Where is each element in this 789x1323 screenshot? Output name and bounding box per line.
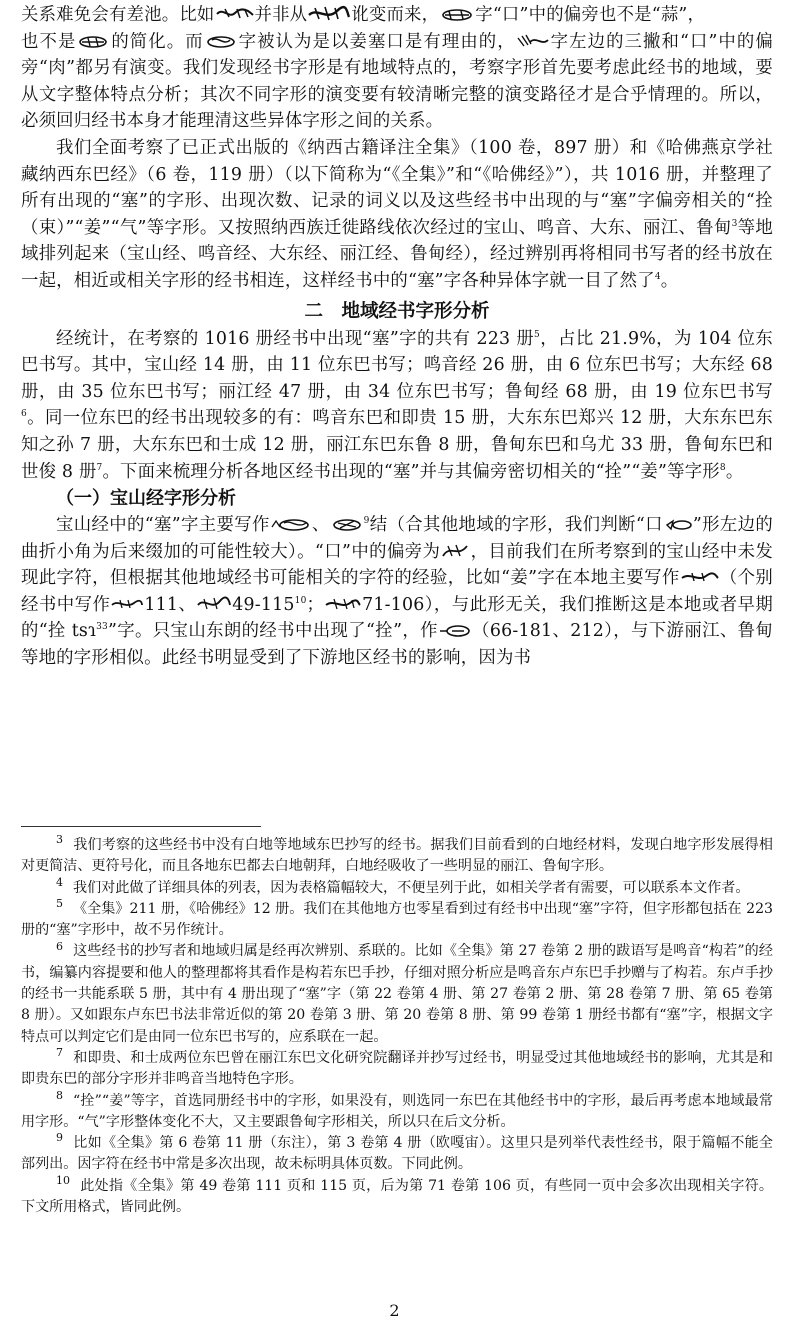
footnote xyxy=(21,941,773,1047)
dongba-glyph xyxy=(196,595,232,613)
text-run: 宝山经中的“塞”字主要写作 xyxy=(56,515,270,536)
text-run: 讹变而来， xyxy=(351,5,440,25)
paragraph-2 xyxy=(21,135,773,295)
footnote-text: 我们考察的这些经书中没有白地等地域东巴抄写的经书。据我们目前看到的白地经材料，发现白地字形发展得相对更简洁、更符号化，而且各地东巴都去白地朝拜，白地经吸收了一些明显的丽江、鲁甸字形。 xyxy=(21,837,773,875)
footnote-text: 此处指《全集》第 49 卷第 111 页和 115 页，后为第 71 卷第 106 页，有些同一页中会多次出现相关字符。下文所用格式，皆同此例。 xyxy=(21,1177,773,1216)
main-body xyxy=(21,2,773,672)
text-run: 我们全面考察了已正式出版的《纳西古籍译注全集》（100 卷，897 册）和《哈佛燕京学社藏纳西东巴经》（6 卷，119 册）（以下简称为“《全集》”和“《哈佛经》”），共 1016 册，并整理了所有出现的“塞”的字形、出现次数、记录的词义以及这些经书中出现的与“塞”字偏旁相关的“拴（束）”“姜”“气”等字形。又按照纳西族迁徙路线依次经过的宝山、鸣音、大东、丽江、鲁甸 xyxy=(21,137,773,238)
text-run: 111、 xyxy=(144,594,197,615)
dongba-glyph xyxy=(440,542,470,560)
footnote-text: “拴”“姜”等字，首选同册经书中的字形，如果没有，则选同一东巴在其他经书中的字形，最后再考虑本地域最常用字形。“气”字形整体变化不大，又主要跟鲁甸字形相关，所以只在后文分析。 xyxy=(21,1092,773,1130)
footnote-ref: 5 xyxy=(534,329,540,340)
text-run: 经统计，在考察的 1016 册经书中出现“塞”字的共有 223 册 xyxy=(56,328,535,349)
footnote-ref: 7 xyxy=(96,462,103,473)
footnote-text: 比如《全集》第 6 卷第 11 册（东注），第 3 卷第 4 册（欧嘎宙）。这里只是列举代表性经书，限于篇幅不能全部列出。因字符在经书中常是多次出现，故未标明具体页数。下同此例。 xyxy=(21,1135,773,1173)
text-run: 字左边的三撇和“口”中的偏旁“肉”都另有演变。我们发现经书字形是有地域特点的，考察字形首先要考虑此经书的地域，要从文字整体特点分析；其次不同字形的演变要有较清晰完整的演变路径才是合乎情理的。所以，必须回归经书本身才能理清这些异体字形之间的关系。 xyxy=(21,31,773,132)
text-run: 71-106），与此形无关，我们推断这是本地或者早期的“拴 tsɿ xyxy=(21,594,774,642)
dongba-glyph xyxy=(307,5,351,23)
text-run: 等地域排列起来（宝山经、鸣音经、大东经、丽江经、鲁甸经），经过辨别再将相同书写者的经书放在一起，相近或相关字形的经书相连，这样经书中的“塞”字各种异体字就一目了然了 xyxy=(21,217,773,291)
footnote-ref: 3 xyxy=(731,218,738,229)
dongba-glyph xyxy=(215,5,255,23)
footnote-ref: 10 xyxy=(294,596,307,607)
text-run: 也不是 xyxy=(21,31,77,52)
footnote-ref: 8 xyxy=(719,462,726,473)
footnote-ref: 9 xyxy=(363,516,370,527)
text-run: ”字。只宝山东朗的经书中出现了“拴”，作 xyxy=(107,621,438,642)
paragraph-1 xyxy=(21,2,773,135)
dongba-glyph xyxy=(680,568,720,586)
dongba-glyph xyxy=(270,515,312,533)
footnote-ref: 6 xyxy=(21,409,27,420)
footnotes xyxy=(21,835,773,1218)
dongba-glyph xyxy=(76,32,110,50)
section-heading: 二 地域经书字形分析 xyxy=(304,300,490,322)
dongba-glyph xyxy=(663,515,693,533)
footnote-number: 6 xyxy=(56,939,63,953)
tone-superscript: 33 xyxy=(96,622,108,633)
footnote-text: 这些经书的抄写者和地域归属是经再次辨别、系联的。比如《全集》第 27 卷第 2 册的跋语写是鸣音“构若”的经书，编纂内容提要和他人的整理都将其看作是构若东巴手抄，仔细对照分析应是鸣音东卢东巴手抄赠与了构若。东卢手抄的经书一共能系联 5 册，其中有 4 册出现了“塞”字（第 22 卷第 4 册、第 27 卷第 2 册、第 28 卷第 7 册、第 65 卷第 8 册）。又如跟东卢东巴书法非常近似的第 20 卷第 3 册、第 20 卷第 8 册、第 99 卷第 1 册经书都有“塞”字，根据文字特点可以判定它们是由同一位东巴书写的，应系联在一起。 xyxy=(21,943,773,1045)
text-run: ，占比 21.9%，为 104 位东巴书写。其中，宝山经 14 册，由 11 位东巴书写；鸣音经 26 册，由 6 位东巴书写；大东经 68 册，由 35 位东巴书写；丽江经 47 册，由 34 位东巴书写；鲁甸经 68 册，由 19 位东巴书写 xyxy=(21,328,773,402)
footnote xyxy=(21,1088,773,1134)
footnote xyxy=(21,875,773,899)
text-run: 。 xyxy=(660,270,679,291)
footnote xyxy=(21,1176,773,1219)
dongba-glyph xyxy=(204,32,238,50)
footnote-number: 5 xyxy=(56,897,63,911)
text-run: 结（合其他地域的字形，我们判断“口 xyxy=(369,515,663,536)
text-run: 。 xyxy=(725,461,744,482)
footnote xyxy=(21,899,773,942)
text-run: （个别经书中写作 xyxy=(21,568,773,615)
dongba-glyph xyxy=(110,595,144,613)
text-run: 、 xyxy=(311,515,330,536)
footnote-number: 8 xyxy=(56,1088,63,1102)
dongba-glyph xyxy=(439,5,475,23)
paragraph-3 xyxy=(21,326,773,486)
text-run: 49-115 xyxy=(232,594,295,615)
text-run: 。下面来梳理分析各地区经书出现的“塞”并与其偏旁密切相关的“拴”“姜”等字形 xyxy=(102,461,720,482)
dongba-glyph xyxy=(438,621,472,639)
dongba-glyph xyxy=(330,515,364,533)
footnote-number: 10 xyxy=(56,1174,70,1188)
text-run: 字“口”中的偏旁也不是“蒜”， xyxy=(475,5,706,25)
footnote-number: 7 xyxy=(56,1046,63,1060)
footnote-text: 和即贵、和士成两位东巴曾在丽江东巴文化研究院翻译并抄写过经书，明显受过其他地域经书的影响，尤其是和即贵东巴的部分字形并非鸣音当地特色字形。 xyxy=(21,1049,773,1088)
dongba-glyph xyxy=(516,32,550,50)
footnote-number: 4 xyxy=(56,875,63,889)
text-run: （66-181、212），与下游丽江、鲁甸等地的字形相似。此经书明显受到了下游地区经书的影响，因为书 xyxy=(21,621,773,669)
footnote-number: 3 xyxy=(56,833,63,847)
footnote xyxy=(21,1048,773,1091)
paragraph-4 xyxy=(21,512,773,672)
footnote xyxy=(21,1133,773,1176)
footnote-separator xyxy=(21,826,261,827)
footnote-text: 《全集》211 册，《哈佛经》12 册。我们在其他地方也零星看到过有经书中出现“塞”字符，但字形都包括在 223 册的“塞”字形中，故不另作统计。 xyxy=(21,900,773,939)
footnote xyxy=(21,835,773,878)
text-run: ，目前我们在所考察到的宝山经中未发现此字符，但根据其他地域经书可能相关的字符的经验，比如“姜”字在本地主要写作 xyxy=(21,541,773,589)
page-number: 2 xyxy=(389,1301,400,1320)
footnote-text: 我们对此做了详细具体的列表，因为表格篇幅较大，不便呈列于此，如相关学者有需要，可以联系本文作者。 xyxy=(73,879,750,896)
text-run: 关系难免会有差池。比如 xyxy=(21,5,215,25)
text-run: ； xyxy=(306,594,325,615)
text-run: 并非从 xyxy=(254,5,308,25)
text-run: 的简化。而 xyxy=(110,31,204,52)
text-run: 字被认为是以姜塞口是有理由的， xyxy=(237,31,516,52)
text-run: 。同一位东巴的经书出现较多的有：鸣音东巴和即贵 15 册，大东东巴郑兴 12 册，大东东巴东知之孙 7 册，大东东巴和士成 12 册，丽江东巴东鲁 8 册，鲁甸东巴和乌尤 33 册，鲁甸东巴和世俊 8 册 xyxy=(21,408,773,482)
footnote-ref: 4 xyxy=(654,272,661,283)
footnote-number: 9 xyxy=(56,1131,63,1145)
dongba-glyph xyxy=(324,595,362,613)
subsection-heading: （一）宝山经字形分析 xyxy=(56,488,236,510)
text-run: ”形左边的曲折小角为后来缀加的可能性较大）。“口”中的偏旁为 xyxy=(21,515,773,562)
